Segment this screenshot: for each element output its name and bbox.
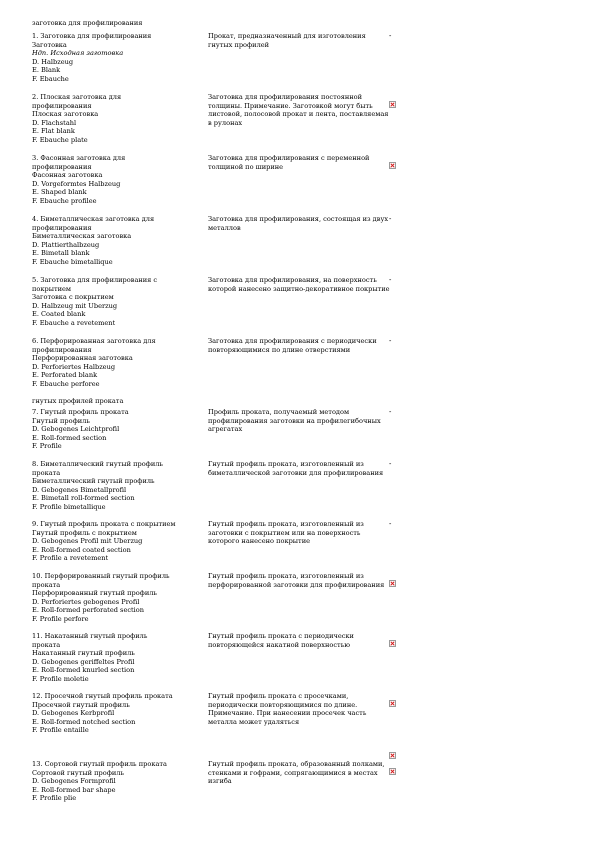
section-title-blank: заготовка для профилирования [32, 19, 143, 27]
term-line: 8. Биметаллический гнутый профиль [32, 460, 164, 468]
term-line: Фасонная заготовка [32, 171, 103, 180]
term-line: 11. Накатанный гнутый профиль [32, 632, 148, 640]
term-line: F. Ebauche profilee [32, 196, 97, 205]
broken-image-icon [389, 760, 396, 779]
term-line: D. Halbzeug [32, 57, 74, 66]
term-line: E. Bimetall roll-formed section [32, 494, 135, 503]
broken-image-icon [389, 154, 396, 173]
term-line: Гнутый профиль с покрытием [32, 528, 137, 537]
term-line: E. Roll-formed notched section [32, 717, 136, 726]
term-definition: Гнутый профиль проката с просечками, периодически повторяющимися по длине. Примечание. При нанесении просечек часть металла может удаляться [208, 692, 367, 726]
term-line: Сортовой гнутый профиль [32, 768, 125, 777]
term-block [32, 93, 210, 145]
term-line: F. Profile bimetallique [32, 502, 106, 511]
term-line: 4. Биметаллическая заготовка для [32, 215, 155, 223]
term-line: Перфорированная заготовка [32, 354, 133, 363]
term-block [32, 760, 210, 803]
term-line: 12. Просечной гнутый профиль проката [32, 692, 173, 700]
term-line: E. Shaped blank [32, 188, 87, 197]
term-definition: Прокат, предназначенный для изготовления гнутых профилей [208, 32, 366, 49]
dash-mark: - [389, 276, 392, 284]
term-definition: Заготовка для профилирования, на поверхность которой нанесено защитно-декоративное покрытие [208, 276, 390, 293]
dash-mark: - [389, 337, 392, 345]
term-definition: Гнутый профиль проката, образованный полками, стенками и гофрами, сопрягающимися в местах изгиба [208, 760, 385, 786]
term-line: Просечной гнутый профиль [32, 700, 130, 709]
term-line: 13. Сортовой гнутый профиль проката [32, 760, 167, 768]
term-definition: Гнутый профиль проката с периодически повторяющейся накатной поверхностью [208, 632, 354, 649]
term-line: 3. Фасонная заготовка для [32, 154, 126, 162]
term-line: D. Flachstahl [32, 118, 77, 127]
term-definition: Профиль проката, получаемый методом профилирования заготовки на профилегибочных агрегатах [208, 408, 381, 434]
term-line: D. Gebogenes Leichtprofil [32, 425, 120, 434]
term-block [32, 154, 210, 206]
term-line: F. Ebauche perforee [32, 379, 100, 388]
term-block [32, 408, 210, 451]
term-line: профилирования [32, 101, 92, 110]
broken-image-icon [389, 93, 396, 112]
term-line: 7. Гнутый профиль проката [32, 408, 129, 416]
term-line: E. Roll-formed bar shape [32, 785, 116, 794]
term-line: 5. Заготовка для профилирования с [32, 276, 158, 284]
term-block [32, 692, 210, 735]
term-line: Плоская заготовка [32, 110, 99, 119]
term-line: проката [32, 468, 61, 477]
term-line: Биметаллическая заготовка [32, 232, 132, 241]
term-line: E. Roll-formed section [32, 433, 107, 442]
term-line: F. Ebauche plate [32, 135, 88, 144]
term-line: D. Gebogenes Formprofil [32, 777, 116, 786]
term-block [32, 215, 210, 267]
term-line: 9. Гнутый профиль проката с покрытием [32, 520, 176, 528]
term-line: D. Gebogenes Kerbprofil [32, 709, 115, 718]
term-line: E. Bimetall blank [32, 249, 90, 258]
section-title-profile: гнутых профилей проката [32, 397, 124, 405]
dash-mark: - [389, 32, 392, 40]
term-line: F. Profile entaille [32, 726, 89, 735]
term-line: F. Ebauche a revetement [32, 318, 116, 327]
term-line: F. Profile perfore [32, 614, 89, 623]
term-line: Гнутый профиль [32, 416, 90, 425]
term-block [32, 572, 210, 624]
term-line: 10. Перфорированный гнутый профиль [32, 572, 170, 580]
broken-image-icon [389, 572, 396, 591]
dash-mark: - [389, 460, 392, 468]
term-definition: Заготовка для профилирования, состоящая из двух металлов [208, 215, 389, 232]
term-line: D. Perforiertes gebogenes Profil [32, 597, 140, 606]
term-line: E. Flat blank [32, 127, 75, 136]
term-line: F. Ebauche bimetallique [32, 257, 113, 266]
term-line: D. Plattierthalbzeug [32, 240, 100, 249]
term-line: F. Profile plie [32, 794, 77, 803]
term-line: E. Coated blank [32, 310, 86, 319]
term-line: E. Roll-formed coated section [32, 545, 131, 554]
term-line: E. Blank [32, 66, 61, 75]
term-line: покрытием [32, 284, 72, 293]
term-line: проката [32, 640, 61, 649]
term-line: профилирования [32, 162, 92, 171]
term-block [32, 520, 210, 563]
dash-mark: - [389, 215, 392, 223]
term-line: D. Vorgeformtes Halbzeug [32, 179, 121, 188]
term-definition: Заготовка для профилирования с периодически повторяющимися по длине отверстиями [208, 337, 377, 354]
term-definition: Заготовка для профилирования с переменной толщиной по ширине [208, 154, 370, 171]
term-line: D. Perforiertes Halbzeug [32, 362, 116, 371]
term-block [32, 276, 210, 328]
term-line: E. Perforated blank [32, 371, 98, 380]
dash-mark: - [389, 520, 392, 528]
term-line: Заготовка с покрытием [32, 293, 114, 302]
term-line: Заготовка [32, 40, 67, 49]
term-line: E. Roll-formed knurled section [32, 666, 135, 675]
term-line: E. Roll-formed perforated section [32, 606, 145, 615]
term-line: F. Profile a revetement [32, 554, 109, 563]
term-line: профилирования [32, 345, 92, 354]
term-line: проката [32, 580, 61, 589]
term-line: F. Profile moletie [32, 674, 89, 683]
term-block [32, 32, 210, 84]
term-line: профилирования [32, 223, 92, 232]
broken-image-icon [389, 632, 396, 651]
term-block [32, 337, 210, 389]
term-line: D. Halbzeug mit Uberzug [32, 301, 118, 310]
term-line: D. Gebogenes Profil mit Uberzug [32, 537, 143, 546]
term-definition: Заготовка для профилирования постоянной толщины. Примечание. Заготовкой могут быть листовой, полосовой прокат и лента, поставляемая в рулонах [208, 93, 389, 127]
term-line: F. Ebauche [32, 74, 69, 83]
term-block [32, 460, 210, 512]
term-line: Перфорированный гнутый профиль [32, 589, 158, 598]
term-line: D. Gebogenes geriffeltes Profil [32, 657, 135, 666]
term-line: 6. Перфорированная заготовка для [32, 337, 156, 345]
term-line: 1. Заготовка для профилирования [32, 32, 152, 40]
term-line: F. Profile [32, 442, 62, 451]
term-line: 2. Плоская заготовка для [32, 93, 122, 101]
term-definition: Гнутый профиль проката, изготовленный из биметаллической заготовки для профилирования [208, 460, 384, 477]
term-line: Биметаллический гнутый профиль [32, 477, 155, 486]
term-line: Накатанный гнутый профиль [32, 649, 135, 658]
dash-mark: - [389, 408, 392, 416]
term-definition: Гнутый профиль проката, изготовленный из заготовки с покрытием или на поверхность которого нанесено покрытие [208, 520, 364, 546]
term-block [32, 632, 210, 684]
term-line: Ндп. Исходная заготовка [32, 49, 124, 58]
term-line: D. Gebogenes Bimetallprofil [32, 485, 127, 494]
broken-image-icon [389, 692, 396, 711]
term-definition: Гнутый профиль проката, изготовленный из перфорированной заготовки для профилирования [208, 572, 385, 589]
